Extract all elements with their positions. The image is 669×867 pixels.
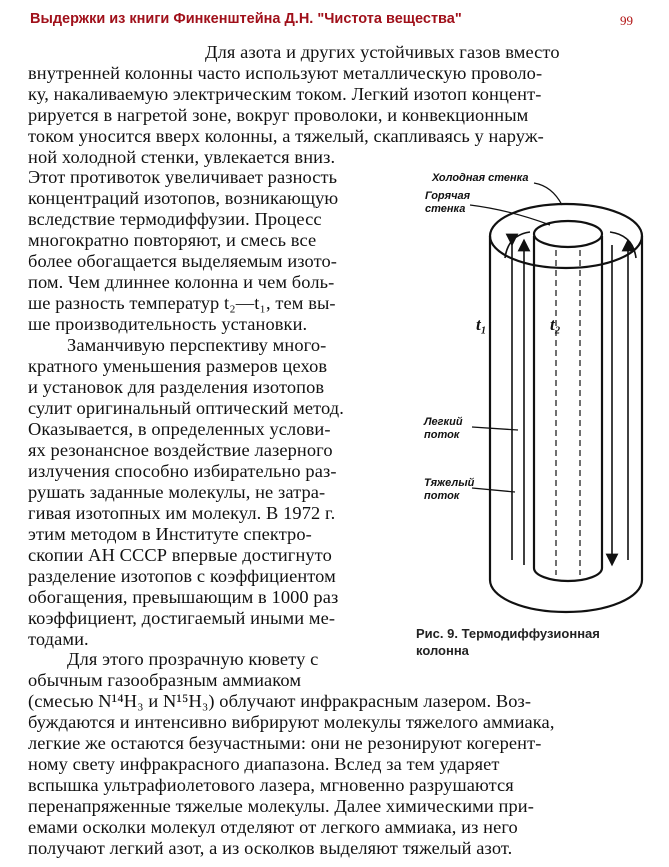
- text-line: кратного уменьшения размеров цехов: [28, 356, 328, 376]
- text-line: сулит оригинальный оптический метод.: [28, 398, 344, 418]
- thermodiffusion-column-figure: [400, 168, 668, 638]
- label-hot-wall-1: Горячая: [425, 190, 471, 202]
- text-line: получают легкий азот, а из осколков выделяют тяжелый азот.: [28, 838, 513, 858]
- text-line: многократно повторяют, и смесь все: [28, 230, 317, 250]
- text-line: излучения способно избирательно раз-: [28, 461, 337, 481]
- text-line: пом. Чем длиннее колонна и чем боль-: [28, 272, 335, 292]
- text-line: внутренней колонны часто используют металлическую проволо-: [28, 63, 543, 83]
- text-line: ку, накаливаемую электрическим током. Легкий изотоп концент-: [28, 84, 542, 104]
- text-line: емами осколки молекул отделяют от легкого аммиака, из него: [28, 817, 518, 837]
- text-line: Для азота и других устойчивых газов вместо: [205, 42, 560, 62]
- label-cold-wall: Холодная стенка: [432, 172, 529, 184]
- text-line: обогащения, превышающим в 1000 раз: [28, 587, 339, 607]
- text-line: (смесью N¹⁴H₃ и N¹⁵H₃) облучают инфракрасным лазером. Воз-: [28, 691, 532, 711]
- label-hot-wall-2: стенка: [425, 203, 466, 215]
- figure-caption: [416, 625, 656, 659]
- text-line: Для этого прозрачную кювету с: [67, 649, 319, 669]
- text-line: тодами.: [28, 629, 89, 649]
- text-line: гивая изотопных им молекул. В 1972 г.: [28, 503, 336, 523]
- text-line: ше разность температур t₂—t₁, тем вы-: [28, 293, 336, 313]
- text-line: концентраций изотопов, возникающую: [28, 188, 339, 208]
- label-light-flow-1: Легкий: [424, 416, 463, 428]
- text-line: Оказывается, в определенных услови-: [28, 419, 331, 439]
- text-line: перенапряженные тяжелые молекулы. Далее химическими при-: [28, 796, 534, 816]
- text-line: рушать заданные молекулы, не затра-: [28, 482, 326, 502]
- text-line: ному свету инфракрасного диапазона. Вслед за тем ударяет: [28, 754, 500, 774]
- page-number: 99: [620, 13, 633, 28]
- text-line: Заманчивую перспективу много-: [67, 335, 327, 355]
- label-heavy-flow-1: Тяжелый: [424, 477, 475, 489]
- text-line: коэффициент, достигаемый иными ме-: [28, 608, 336, 628]
- page-header: [0, 8, 669, 34]
- text-line: вследствие термодиффузии. Процесс: [28, 209, 322, 229]
- text-line: ной холодной стенки, увлекается вниз.: [28, 147, 336, 167]
- label-light-flow-2: поток: [424, 429, 460, 441]
- label-t2: t₂: [550, 315, 561, 334]
- inner-bottom-arc: [534, 568, 602, 581]
- text-line: рируется в нагретой зоне, вокруг проволоки, и конвекционным: [28, 105, 529, 125]
- text-line: легкие же остаются безучастными: они не резонируют когерент-: [28, 733, 542, 753]
- text-line: и установок для разделения изотопов: [28, 377, 325, 397]
- text-line: буждаются и интенсивно вибрируют молекулы тяжелого аммиака,: [28, 712, 555, 732]
- text-line: этим методом в Институте спектро-: [28, 524, 312, 544]
- label-heavy-flow-2: поток: [424, 490, 460, 502]
- text-line: разделение изотопов с коэффициентом: [28, 566, 336, 586]
- header-title: Выдержки из книги Финкенштейна Д.Н. "Чистота вещества": [30, 11, 462, 27]
- text-line: вспышка ультрафиолетового лазера, мгновенно разрушаются: [28, 775, 514, 795]
- text-line: Этот противоток увеличивает разность: [28, 167, 338, 187]
- text-line: ях резонансное воздействие лазерного: [28, 440, 333, 460]
- text-line: более обогащается выделяемым изото-: [28, 251, 337, 271]
- inner-top-ellipse: [534, 221, 602, 247]
- caption-line: Рис. 9. Термодиффузионная: [416, 626, 600, 641]
- label-t1: t₁: [476, 315, 487, 334]
- outer-bottom-arc: [490, 580, 642, 612]
- text-line: обычным газообразным аммиаком: [28, 670, 302, 690]
- text-line: током уносится вверх колонны, а тяжелый, скапливаясь у наруж-: [28, 126, 544, 146]
- text-line: ше производительность установки.: [28, 314, 308, 334]
- caption-line: колонна: [416, 643, 469, 658]
- text-line: скопии АН СССР впервые достигнуто: [28, 545, 332, 565]
